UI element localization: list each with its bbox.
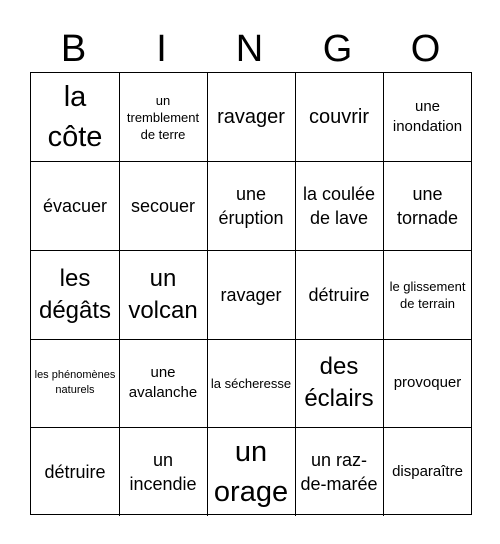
cell-text: des éclairs bbox=[304, 353, 374, 412]
cell-text: la coulée de lave bbox=[302, 184, 376, 228]
cell-text: une tornade bbox=[396, 184, 459, 228]
cell-text: un tremblement de terre bbox=[126, 92, 200, 142]
cell-text: disparaître bbox=[392, 462, 463, 480]
header-letter-o: O bbox=[410, 28, 442, 70]
cell-text: le glissement de terrain bbox=[389, 279, 466, 311]
cell-text: une inondation bbox=[392, 98, 463, 135]
bingo-header bbox=[30, 26, 470, 72]
cell-text: les dégâts bbox=[38, 265, 112, 324]
cell-text: les phénomènes naturels bbox=[34, 369, 116, 396]
bingo-cell[interactable] bbox=[295, 427, 384, 516]
bingo-cell[interactable] bbox=[207, 339, 296, 428]
bingo-cell[interactable] bbox=[119, 427, 208, 516]
bingo-cell[interactable] bbox=[31, 162, 120, 251]
bingo-cell[interactable] bbox=[207, 73, 296, 162]
cell-text: une éruption bbox=[218, 184, 284, 228]
bingo-cell[interactable] bbox=[119, 251, 208, 340]
cell-text: un volcan bbox=[128, 265, 198, 324]
bingo-cell[interactable] bbox=[31, 339, 120, 428]
bingo-card bbox=[30, 72, 472, 515]
bingo-cell[interactable] bbox=[383, 251, 472, 340]
cell-text: secouer bbox=[130, 196, 196, 216]
bingo-cell[interactable] bbox=[119, 162, 208, 251]
bingo-cell[interactable] bbox=[207, 162, 296, 251]
cell-text: couvrir bbox=[308, 106, 369, 128]
header-letter-n: N bbox=[235, 28, 265, 70]
cell-text: provoquer bbox=[393, 374, 462, 391]
bingo-cell[interactable] bbox=[31, 73, 120, 162]
header-letter-b: B bbox=[60, 28, 88, 70]
cell-text: détruire bbox=[308, 285, 370, 305]
cell-text: un orage bbox=[213, 435, 289, 508]
cell-text: évacuer bbox=[42, 196, 108, 216]
cell-text: un raz-de-marée bbox=[300, 449, 378, 494]
bingo-cell[interactable] bbox=[383, 162, 472, 251]
bingo-cell[interactable] bbox=[295, 251, 384, 340]
bingo-cell[interactable] bbox=[383, 427, 472, 516]
bingo-cell[interactable] bbox=[295, 339, 384, 428]
cell-text: détruire bbox=[44, 461, 106, 482]
cell-text: une avalanche bbox=[128, 364, 198, 401]
cell-text: ravager bbox=[217, 106, 285, 128]
cell-text: la côte bbox=[47, 81, 103, 153]
bingo-cell[interactable] bbox=[119, 339, 208, 428]
header-letter-g: G bbox=[322, 28, 354, 70]
bingo-cell[interactable] bbox=[207, 251, 296, 340]
bingo-cell[interactable] bbox=[295, 73, 384, 162]
bingo-cell[interactable] bbox=[207, 427, 296, 516]
bingo-cell[interactable] bbox=[31, 251, 120, 340]
bingo-cell[interactable] bbox=[383, 339, 472, 428]
cell-text: un incendie bbox=[129, 449, 197, 494]
cell-text: la sécheresse bbox=[210, 375, 292, 391]
cell-text: ravager bbox=[220, 285, 282, 305]
bingo-cell[interactable] bbox=[119, 73, 208, 162]
header-letter-i: I bbox=[156, 28, 168, 70]
bingo-cell[interactable] bbox=[295, 162, 384, 251]
bingo-cell[interactable] bbox=[383, 73, 472, 162]
bingo-cell[interactable] bbox=[31, 427, 120, 516]
